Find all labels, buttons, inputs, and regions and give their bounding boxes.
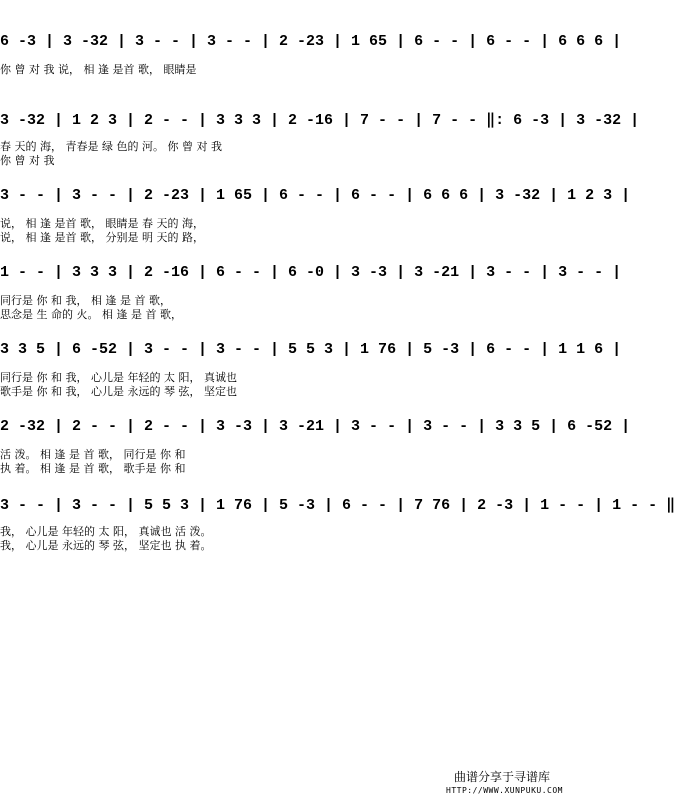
notes-line: 2 -32 | 2 - - | 2 - - | 3 -3 | 3 -21 | 3 - - | 3 - - | 3 3 5 | 6 -52 | — [0, 418, 631, 435]
lyrics-line-2: 执 着。 相 逢 是 首 歌， 歌手是 你 和 — [0, 462, 186, 475]
lyrics-line-1: 你 曾 对 我 说， 相 逢 是首 歌， 眼睛是 — [0, 63, 197, 76]
system-2 — [0, 102, 640, 168]
notes-line: 3 3 5 | 6 -52 | 3 - - | 3 - - | 5 5 3 | 1 76 | 5 -3 | 6 - - | 1 1 6 | — [0, 341, 622, 358]
lyrics-line-2: 我， 心儿是 永远的 琴 弦， 坚定也 执 着。 — [0, 539, 212, 552]
system-6 — [0, 410, 631, 476]
notes-line: 3 - - | 3 - - | 2 -23 | 1 65 | 6 - - | 6 - - | 6 6 6 | 3 -32 | 1 2 3 | — [0, 187, 631, 204]
lyrics-line-2: 说， 相 逢 是首 歌， 分别是 明 天的 路， — [0, 231, 204, 244]
notes-line: 3 - - | 3 - - | 5 5 3 | 1 76 | 5 -3 | 6 - - | 7 76 | 2 -3 | 1 - - | 1 - - ‖ — [0, 497, 675, 514]
system-7 — [0, 487, 675, 553]
lyrics-line-2: 你 曾 对 我 — [0, 154, 55, 167]
footer-url: HTTP://WWW.XUNPUKU.COM — [446, 786, 563, 795]
notes-line: 6 -3 | 3 -32 | 3 - - | 3 - - | 2 -23 | 1 65 | 6 - - | 6 - - | 6 6 6 | — [0, 33, 622, 50]
notes-line: 1 - - | 3 3 3 | 2 -16 | 6 - - | 6 -0 | 3 -3 | 3 -21 | 3 - - | 3 - - | — [0, 264, 622, 281]
system-1 — [0, 25, 622, 91]
system-5 — [0, 333, 622, 399]
lyrics-line-1: 说， 相 逢 是首 歌， 眼睛是 春 天的 海， — [0, 217, 204, 230]
notes-line: 3 -32 | 1 2 3 | 2 - - | 3 3 3 | 2 -16 | 7 - - | 7 - - ‖: 6 -3 | 3 -32 | — [0, 112, 640, 129]
lyrics-line-2: 思念是 生 命的 火。 相 逢 是 首 歌， — [0, 308, 182, 321]
lyrics-line-1: 同行是 你 和 我， 相 逢 是 首 歌， — [0, 294, 171, 307]
lyrics-line-2: 歌手是 你 和 我， 心儿是 永远的 琴 弦， 坚定也 — [0, 385, 237, 398]
system-3 — [0, 179, 631, 245]
lyrics-line-1: 活 泼。 相 逢 是 首 歌， 同行是 你 和 — [0, 448, 186, 461]
lyrics-line-1: 同行是 你 和 我， 心儿是 年轻的 太 阳， 真诚也 — [0, 371, 237, 384]
system-4 — [0, 256, 622, 322]
footer-title: 曲谱分享于寻谱库 — [454, 770, 551, 784]
lyrics-line-1: 我， 心儿是 年轻的 太 阳， 真诚也 活 泼。 — [0, 525, 212, 538]
lyrics-line-1: 春 天的 海， 青春是 绿 色的 河。 你 曾 对 我 — [0, 140, 222, 153]
